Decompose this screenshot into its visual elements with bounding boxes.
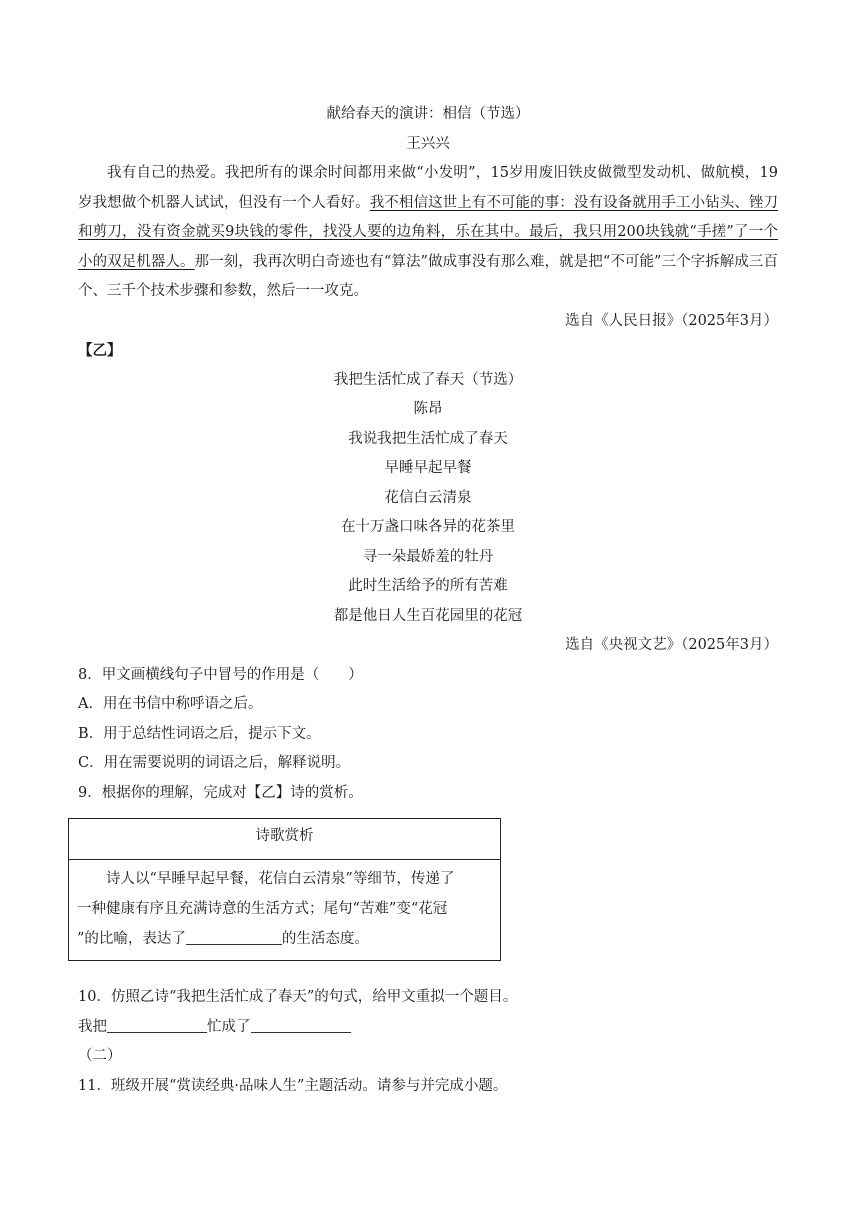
- passage-jia-title: 献给春天的演讲：相信（节选）: [326, 106, 530, 122]
- poem-line: 花信白云清泉: [384, 489, 472, 506]
- section-heading: （二）: [78, 1048, 122, 1064]
- poem-line: 在十万盏口味各异的花茶里: [341, 519, 515, 535]
- passage-yi-source: 选自《央视文艺》（2025年3月）: [565, 637, 778, 653]
- question-8-option-c[interactable]: C．用在需要说明的词语之后，解释说明。: [78, 755, 351, 771]
- poem-line: 我说我把生活忙成了春天: [348, 430, 508, 447]
- appreciation-line: 一种健康有序且充满诗意的生活方式；尾句“苦难”变“花冠: [77, 901, 448, 917]
- question-8-option-b[interactable]: B．用于总结性词语之后，提示下文。: [78, 725, 321, 742]
- appreciation-line: 诗人以“早睡早起早餐，花信白云清泉”等细节，传递了: [106, 871, 455, 887]
- poem-appreciation-table: [68, 818, 501, 961]
- paragraph-text: 我有自己的热爱。我把所有的课余时间都用来做“小发明”，15岁用废旧铁皮做微型发动机、做航模，19岁我想做个机器人试试，但没有一个人看好。: [78, 165, 778, 211]
- question-11-stem: 11．班级开展“赏读经典·品味人生”主题活动。请参与并完成小题。: [78, 1077, 508, 1094]
- document-page: [78, 100, 778, 1101]
- passage-jia-author: 王兴兴: [406, 135, 450, 152]
- passage-yi-label: 【乙】: [78, 342, 122, 359]
- appreciation-text: 的生活态度。: [281, 931, 369, 947]
- appreciation-table-header: 诗歌赏析: [69, 819, 500, 860]
- passage-jia-paragraph: [78, 159, 778, 307]
- question-10-answer-line: [78, 1013, 778, 1043]
- question-8-option-a[interactable]: A．用在书信中称呼语之后。: [78, 696, 263, 712]
- answer-blank[interactable]: [186, 928, 282, 945]
- answer-text: 我把: [78, 1018, 107, 1035]
- poem-line: 早睡早起早餐: [384, 460, 472, 476]
- poem-title: 我把生活忙成了春天（节选）: [333, 371, 523, 388]
- question-8-stem: 8．甲文画横线句子中冒号的作用是（ ）: [78, 666, 363, 683]
- passage-jia-source: 选自《人民日报》（2025年3月）: [565, 312, 778, 329]
- paragraph-text: 那一刻，我再次明白奇迹也有“算法”做成事没有那么难，就是把“不可能”三个字拆解成三百个、三千个技术步骤和参数，然后一一攻克。: [78, 253, 778, 299]
- appreciation-line-with-blank: [77, 924, 492, 954]
- question-9-stem: 9．根据你的理解，完成对【乙】诗的赏析。: [78, 784, 363, 801]
- underlined-sentence: 我不相信这世上有不可能的事：没有设备就用手工小钻头、锉刀和剪刀，没有资金就买9块钱的零件，找没人要的边角料，乐在其中。最后，我只用200块钱就“手搓”了一个小的双足机器人。: [78, 194, 778, 270]
- answer-blank[interactable]: [251, 1016, 351, 1033]
- question-10-stem: 10．仿照乙诗“我把生活忙成了春天”的句式，给甲文重拟一个题目。: [78, 989, 518, 1005]
- poem-line: 此时生活给予的所有苦难: [348, 578, 508, 594]
- answer-blank[interactable]: [107, 1016, 207, 1033]
- poem-line: 都是他日人生百花园里的花冠: [333, 607, 523, 624]
- poem-author: 陈昂: [413, 401, 443, 417]
- appreciation-text: ”的比喻，表达了: [77, 931, 186, 947]
- appreciation-table-body: [69, 860, 500, 960]
- answer-text: 忙成了: [207, 1018, 251, 1035]
- poem-line: 寻一朵最娇羞的牡丹: [362, 548, 494, 565]
